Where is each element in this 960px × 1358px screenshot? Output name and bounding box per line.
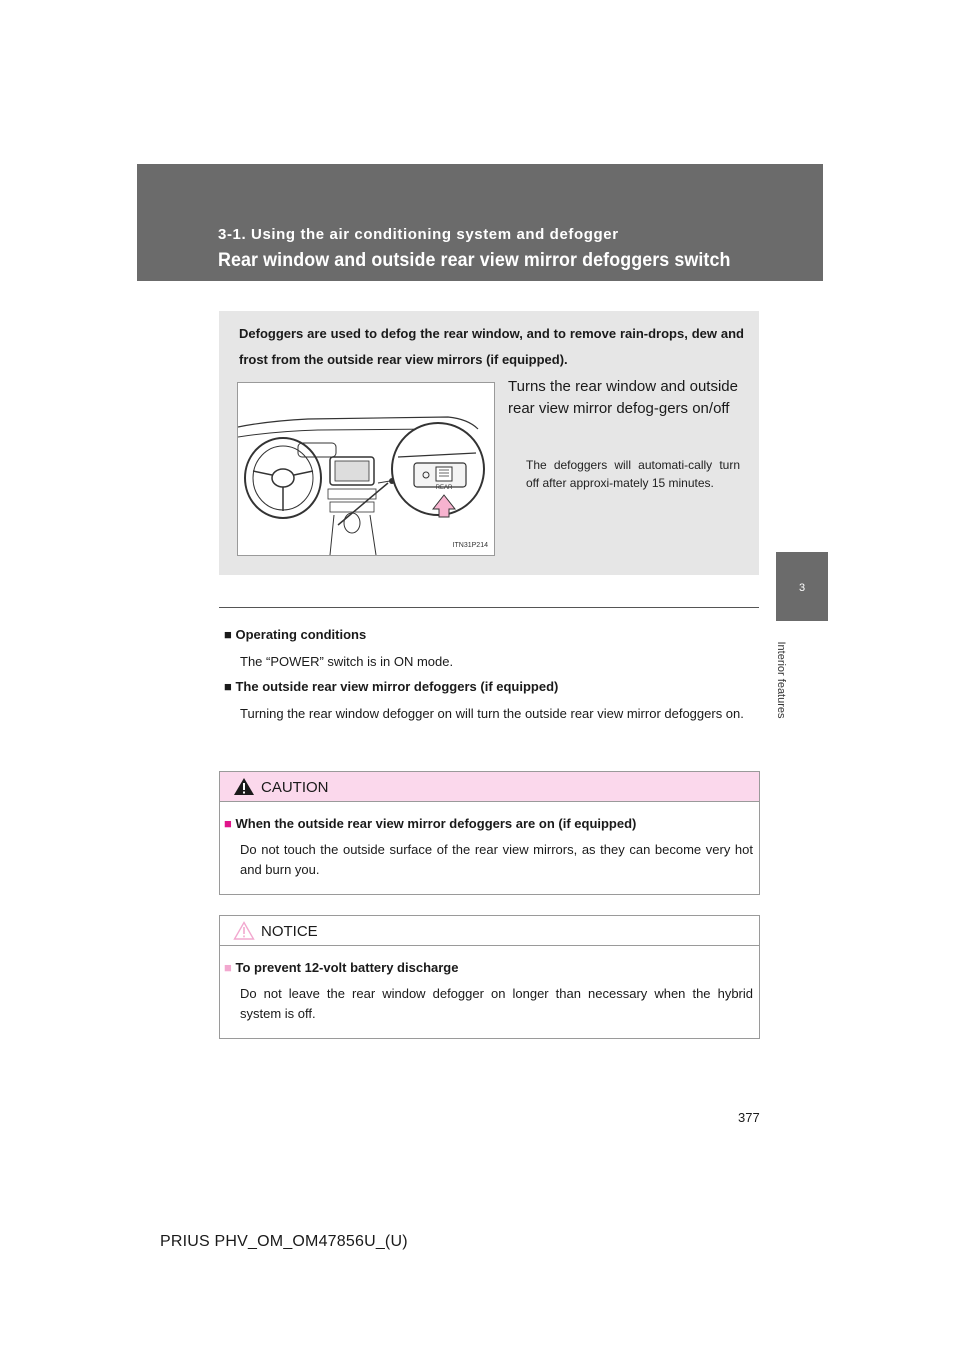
bullet-marker: ■ [224, 679, 232, 694]
caution-title [224, 816, 636, 831]
bullet-title-text: The outside rear view mirror defoggers (if equipped) [235, 679, 559, 694]
section-title: 3-1. Using the air conditioning system and defogger [218, 226, 619, 243]
page-number: 377 [738, 1110, 760, 1125]
caution-label: CAUTION [261, 779, 329, 796]
bullet-title-mirror-defoggers [224, 679, 558, 694]
notice-box [219, 915, 760, 1039]
caution-body: Do not touch the outside surface of the rear view mirrors, as they can become very hot and burn you. [240, 842, 753, 877]
bullet-marker: ■ [224, 627, 232, 642]
chapter-label [774, 630, 788, 730]
warning-triangle-outline-icon [233, 921, 255, 940]
warning-triangle-icon [233, 777, 255, 796]
notice-title [224, 960, 458, 975]
bullet-body-operating-conditions: The “POWER” switch is in ON mode. [240, 654, 454, 669]
notice-label: NOTICE [261, 923, 318, 940]
caution-marker: ■ [224, 816, 232, 831]
notice-header [220, 916, 759, 946]
chapter-number: 3 [798, 582, 806, 594]
chapter-tab [776, 552, 828, 621]
chapter-label-text: Interior features [775, 641, 787, 719]
page-heading: Rear window and outside rear view mirror defoggers switch [218, 250, 731, 271]
bullet-body-mirror-defoggers: Turning the rear window defogger on will turn the outside rear view mirror defoggers on. [240, 706, 744, 721]
intro-box [219, 311, 759, 575]
caution-title-text: When the outside rear view mirror defoggers are on (if equipped) [235, 816, 637, 831]
section-divider [219, 607, 759, 608]
bullet-title-text: Operating conditions [235, 627, 367, 642]
dashboard-figure [237, 382, 495, 556]
step-note: The defoggers will automati-cally turn off after approxi-mately 15 minutes. [526, 458, 740, 490]
dashboard-illustration [238, 383, 494, 555]
caution-header [220, 772, 759, 802]
notice-title-text: To prevent 12-volt battery discharge [235, 960, 459, 975]
rear-switch-label: REAR [435, 485, 453, 491]
figure-code: ITN31P214 [452, 542, 488, 549]
manual-code: PRIUS PHV_OM_OM47856U_(U) [160, 1233, 408, 1250]
step-text: Turns the rear window and outside rear view mirror defog-gers on/off [508, 378, 738, 417]
notice-body: Do not leave the rear window defogger on longer than necessary when the hybrid system is off. [240, 986, 753, 1021]
intro-text: Defoggers are used to defog the rear window, and to remove rain-drops, dew and frost from the outside rear view mirrors (if equipped). [239, 326, 744, 367]
caution-box [219, 771, 760, 895]
bullet-title-operating-conditions [224, 627, 366, 642]
notice-marker: ■ [224, 960, 232, 975]
